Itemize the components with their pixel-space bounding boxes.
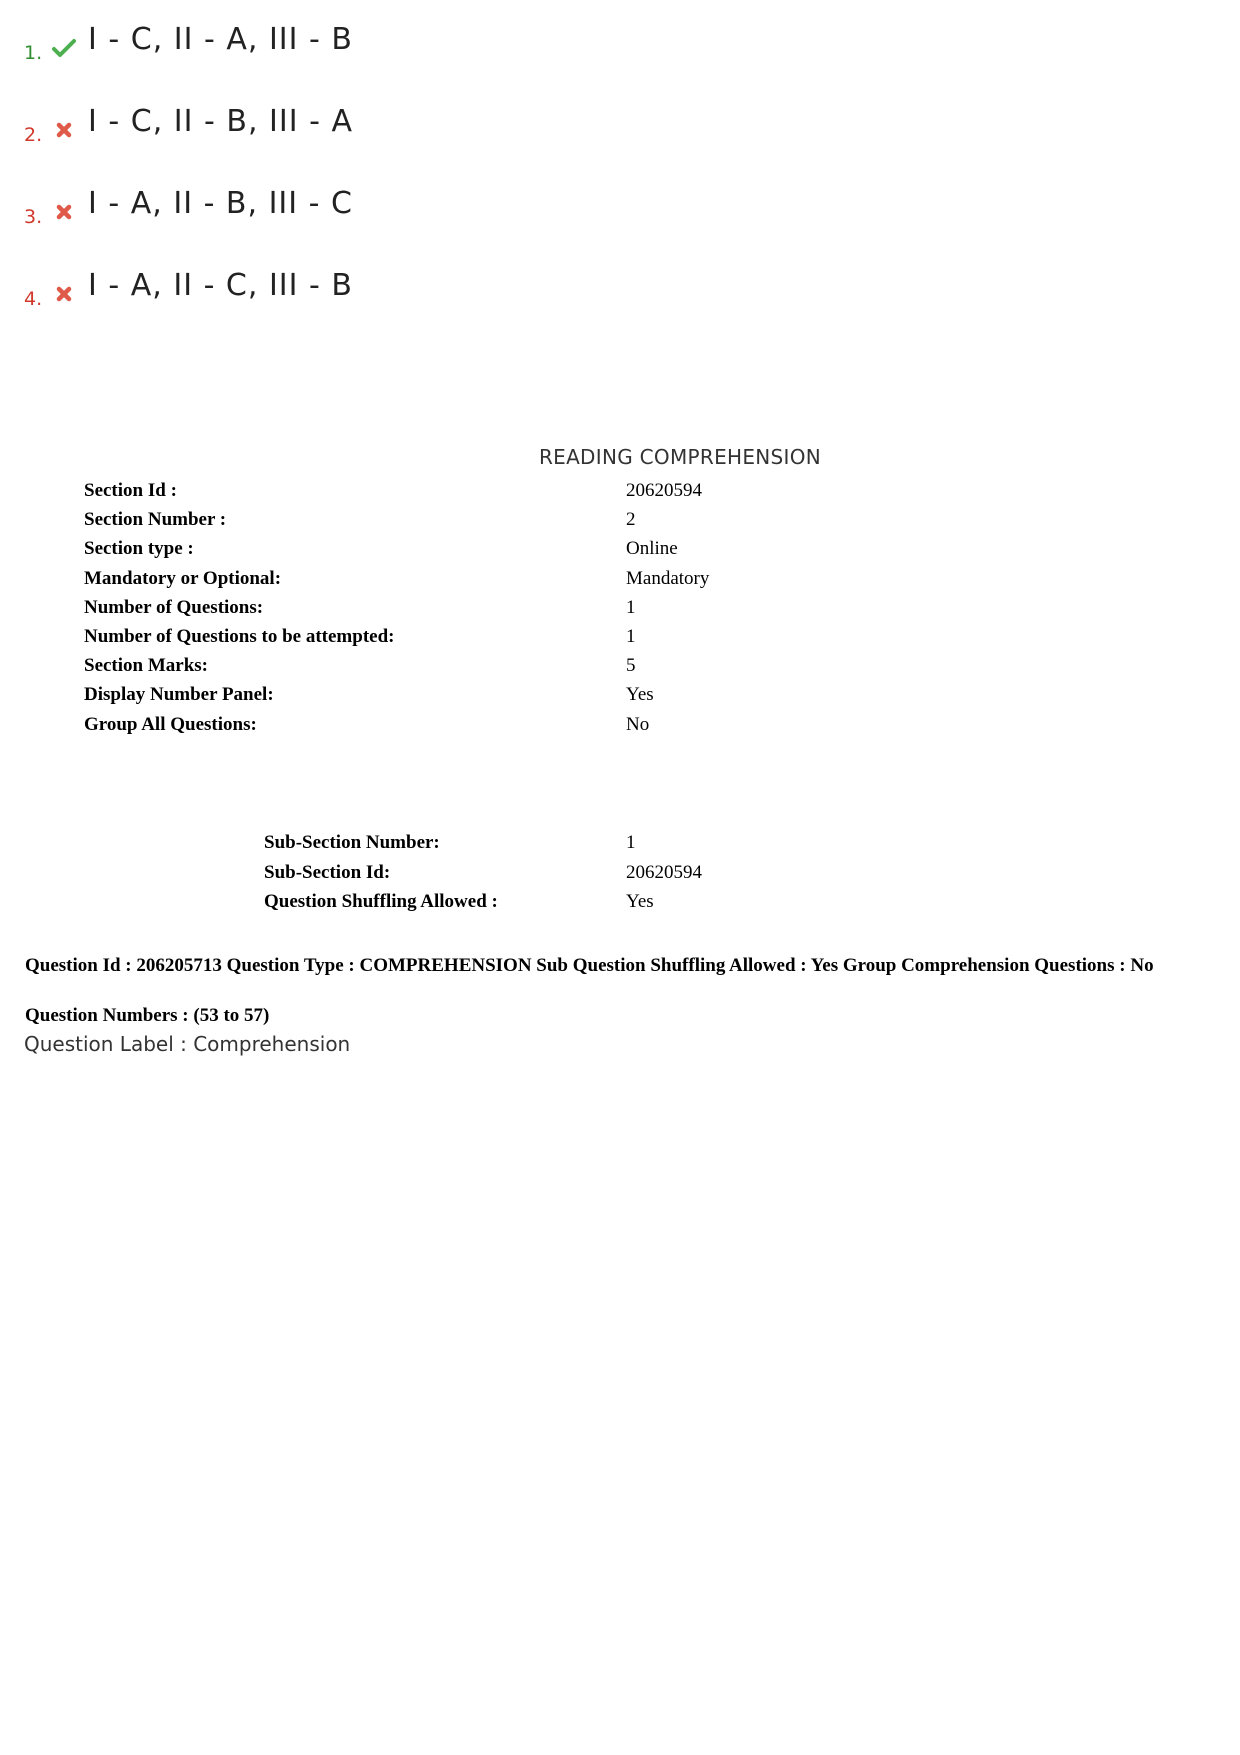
info-row: [84, 568, 1084, 597]
option-2: [22, 104, 422, 148]
info-value: 5: [626, 655, 636, 677]
info-value: Mandatory: [626, 567, 710, 589]
info-label: Number of Questions:: [84, 596, 264, 618]
info-label: Number of Questions to be attempted:: [84, 625, 395, 647]
info-value: 20620594: [626, 480, 702, 501]
subsection-value: 1: [626, 832, 636, 853]
info-row: [84, 626, 1084, 655]
info-row: [84, 597, 1084, 626]
question-numbers: Question Numbers : (53 to 57): [25, 1005, 270, 1026]
section-info-table: [84, 480, 1084, 743]
option-text: I - C, II - A, III - B: [88, 22, 353, 57]
info-label: Mandatory or Optional:: [84, 567, 282, 589]
subsection-value: Yes: [626, 891, 654, 912]
subsection-label: Sub-Section Id:: [264, 861, 391, 883]
info-label: Section Number :: [84, 509, 227, 531]
subsection-value: 20620594: [626, 861, 702, 883]
info-row: [84, 480, 1084, 509]
cross-icon: [52, 284, 76, 304]
subsection-info-table: [264, 832, 1064, 921]
option-text: I - C, II - B, III - A: [88, 104, 353, 139]
subsection-row: [264, 832, 1064, 862]
info-row: [84, 509, 1084, 538]
info-label: Section Id :: [84, 480, 177, 501]
section-heading: READING COMPREHENSION: [538, 445, 822, 469]
option-text: I - A, II - C, III - B: [88, 268, 353, 303]
info-value: Online: [626, 538, 678, 560]
option-number: 2.: [24, 124, 43, 146]
option-text: I - A, II - B, III - C: [88, 186, 353, 221]
info-value: No: [626, 713, 650, 735]
option-number: 1.: [24, 42, 43, 64]
info-row: [84, 655, 1084, 684]
check-icon: [52, 38, 76, 58]
info-row: [84, 714, 1084, 743]
option-3: [22, 186, 422, 230]
subsection-label: Sub-Section Number:: [264, 832, 440, 853]
option-number: 3.: [24, 206, 43, 228]
subsection-row: [264, 862, 1064, 892]
info-value: Yes: [626, 684, 654, 706]
cross-icon: [52, 120, 76, 140]
info-label: Section type :: [84, 538, 194, 560]
info-label: Group All Questions:: [84, 713, 257, 735]
info-value: 1: [626, 625, 636, 647]
subsection-label: Question Shuffling Allowed :: [264, 891, 498, 912]
question-meta: Question Id : 206205713 Question Type : COMPREHENSION Sub Question Shuffling Allowed : Yes Group Comprehension Questions : No: [25, 955, 1154, 976]
info-label: Section Marks:: [84, 655, 209, 677]
subsection-row: [264, 891, 1064, 921]
info-value: 1: [626, 596, 636, 618]
info-label: Display Number Panel:: [84, 684, 274, 706]
option-1: [22, 22, 422, 66]
option-number: 4.: [24, 288, 43, 310]
option-4: [22, 268, 422, 312]
cross-icon: [52, 202, 76, 222]
info-row: [84, 684, 1084, 713]
info-value: 2: [626, 509, 636, 531]
question-label: Question Label : Comprehension: [24, 1032, 351, 1056]
info-row: [84, 538, 1084, 567]
